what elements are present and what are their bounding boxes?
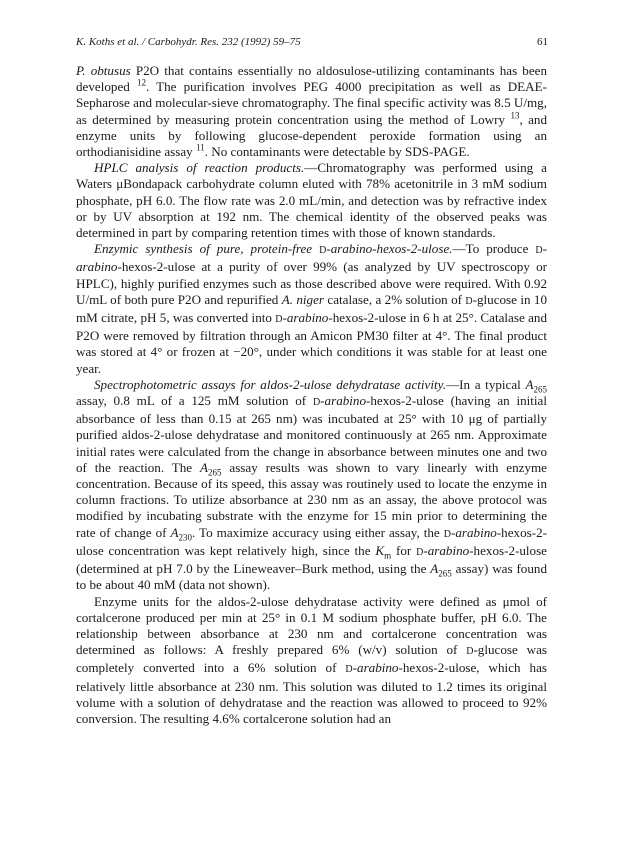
- text-run: -hexos-2-ulose in 6 h at 25°. Catalase and P2O were removed by filtration through an Amicon PM30 filter at 4°. The final product was stored at 4° or frozen at −20°, under which conditions it was stable for at least one year.: [76, 310, 547, 376]
- text-run: D: [465, 295, 473, 307]
- running-header-citation: K. Koths et al. / Carbohydr. Res. 232 (1992) 59–75: [76, 36, 301, 48]
- text-run: arabino: [324, 393, 367, 409]
- page-number: 61: [537, 36, 548, 48]
- body-text: [76, 63, 547, 727]
- text-run: arabino: [357, 660, 399, 676]
- body-paragraph: [76, 63, 547, 160]
- text-run: Enzyme units for the aldos-2-ulose dehydratase activity were defined as μmol of cortalcerone produced per min at 25° in 0.1 M sodium phosphate buffer, pH 6.0. The relationship between absorbance at 230 nm and cortalcerone concentration was determined as follows: A freshly prepared 6% (w/v) solution of: [76, 593, 547, 658]
- text-run: K: [375, 542, 385, 558]
- text-run: A: [525, 376, 534, 392]
- text-run: arabino: [76, 259, 118, 275]
- text-run: -: [282, 310, 287, 326]
- text-run: HPLC analysis of reaction products.: [94, 160, 305, 176]
- text-run: A: [430, 561, 439, 577]
- text-run: Spectrophotometric assays for aldos-2-ulose dehydratase activity.: [94, 376, 447, 392]
- text-run: -: [320, 393, 325, 409]
- text-run: D: [275, 314, 283, 326]
- subscript: 265: [438, 568, 452, 579]
- text-run: —In a typical: [446, 376, 526, 392]
- text-run: assay) was found to be about 40 mM (data not shown).: [76, 561, 547, 593]
- reference-superscript: 12: [136, 77, 146, 88]
- text-run: . No contaminants were detectable by SDS-PAGE.: [204, 144, 470, 160]
- subscript: 265: [208, 467, 222, 478]
- text-run: -hexos-2-ulose (determined at pH 7.0 by the Lineweaver–Burk method, using the: [76, 542, 547, 577]
- text-run: D: [416, 546, 424, 558]
- text-run: A: [170, 524, 179, 540]
- reference-superscript: 13: [510, 110, 520, 121]
- text-run: assay results was shown to vary linearly with enzyme concentration. Because of its speed, this assay was routinely used to locate the enzyme in column fractions. To utilize absorbance at 230 nm as an assay, the above protocol was modified by incubating substrate with the enzyme for 15 min prior to determining the rate of change of: [76, 459, 547, 540]
- body-paragraph: [76, 377, 547, 594]
- text-run: Enzymic synthesis of pure, protein-free: [94, 241, 320, 257]
- text-run: -: [423, 542, 428, 558]
- text-run: -hexos-2-ulose, which has relatively little absorbance at 230 nm. This solution was diluted to 1.2 times its original volume with a solution of dehydratase and the reaction was allowed to proceed to 92% conversion. The resulting 4.6% cortalcerone solution had an: [76, 660, 547, 726]
- text-run: -: [542, 241, 548, 257]
- body-paragraph: [76, 241, 547, 377]
- text-run: for: [391, 542, 417, 558]
- text-run: -glucose in 10 mM citrate, pH 5, was converted into: [76, 291, 548, 326]
- text-run: arabino: [455, 524, 497, 540]
- subscript: 265: [533, 384, 547, 395]
- text-run: D: [443, 528, 451, 540]
- text-run: -: [450, 524, 456, 540]
- text-run: P. obtusus: [76, 63, 131, 78]
- subscript: 230: [178, 532, 192, 543]
- text-run: D: [319, 245, 327, 257]
- text-run: catalase, a 2% solution of: [324, 291, 466, 307]
- text-run: D: [312, 397, 321, 409]
- text-run: -hexos-2-ulose (having an initial absorbance of less than 0.15 at 265 nm) was incubated at 25° with 10 μg of partially purified aldos-2-ulose dehydratase and monitored continuously at 265 nm. Approximate initial rates were calculated from the change in absorbance between minutes one and two of the reaction. The: [76, 393, 547, 475]
- text-run: -hexos-2-ulose concentration was kept relatively high, since the: [76, 524, 547, 558]
- text-run: . To maximize accuracy using either assay, the: [192, 524, 444, 540]
- body-paragraph: [76, 160, 547, 241]
- text-run: -: [352, 660, 358, 676]
- text-run: A. niger: [281, 291, 325, 307]
- reference-superscript: 11: [196, 142, 205, 153]
- text-run: -hexos-2-ulose at a purity of over 99% (as analyzed by UV spectroscopy or HPLC), highly purified enzymes such as those described above were required. With 0.92 U/mL of both pure P2O and repurified: [76, 259, 547, 307]
- text-run: -glucose was completely converted into a 6% solution of: [76, 642, 547, 676]
- text-run: —Chromatography was performed using a Waters μBondapack carbohydrate column eluted with 78% acetonitrile in 3 mM sodium phosphate, pH 6.0. The flow rate was 2.0 mL/min, and detection was by refractive index or by UV absorption at 192 nm. The chemical identity of the observed peaks was determined in part by comparing retention times with those of known standards.: [76, 160, 547, 241]
- text-run: A: [200, 459, 208, 475]
- running-header: [76, 36, 548, 48]
- text-run: assay, 0.8 mL of a 125 mM solution of: [76, 393, 313, 409]
- text-run: arabino: [427, 542, 470, 558]
- text-run: —To produce: [452, 241, 536, 257]
- text-run: arabino: [286, 310, 329, 326]
- text-run: P2O that contains essentially no aldosulose-utilizing contaminants has been developed: [76, 63, 548, 95]
- text-run: . The purification involves PEG 4000 precipitation as well as DEAE-Sepharose and molecular-sieve chromatography. The final specific activity was 8.5 U/mg, as determined by measuring protein concentration using the method of Lowry: [76, 79, 547, 127]
- text-run: D: [535, 245, 543, 257]
- body-paragraph: [76, 594, 547, 728]
- subscript: m: [384, 550, 392, 561]
- text-run: D: [345, 664, 353, 676]
- text-run: , and enzyme units by following glucose-dependent peroxide formation using an orthodianisidine assay: [76, 111, 547, 160]
- text-run: -arabino-hexos-2-ulose.: [326, 241, 453, 257]
- text-run: D: [466, 646, 474, 658]
